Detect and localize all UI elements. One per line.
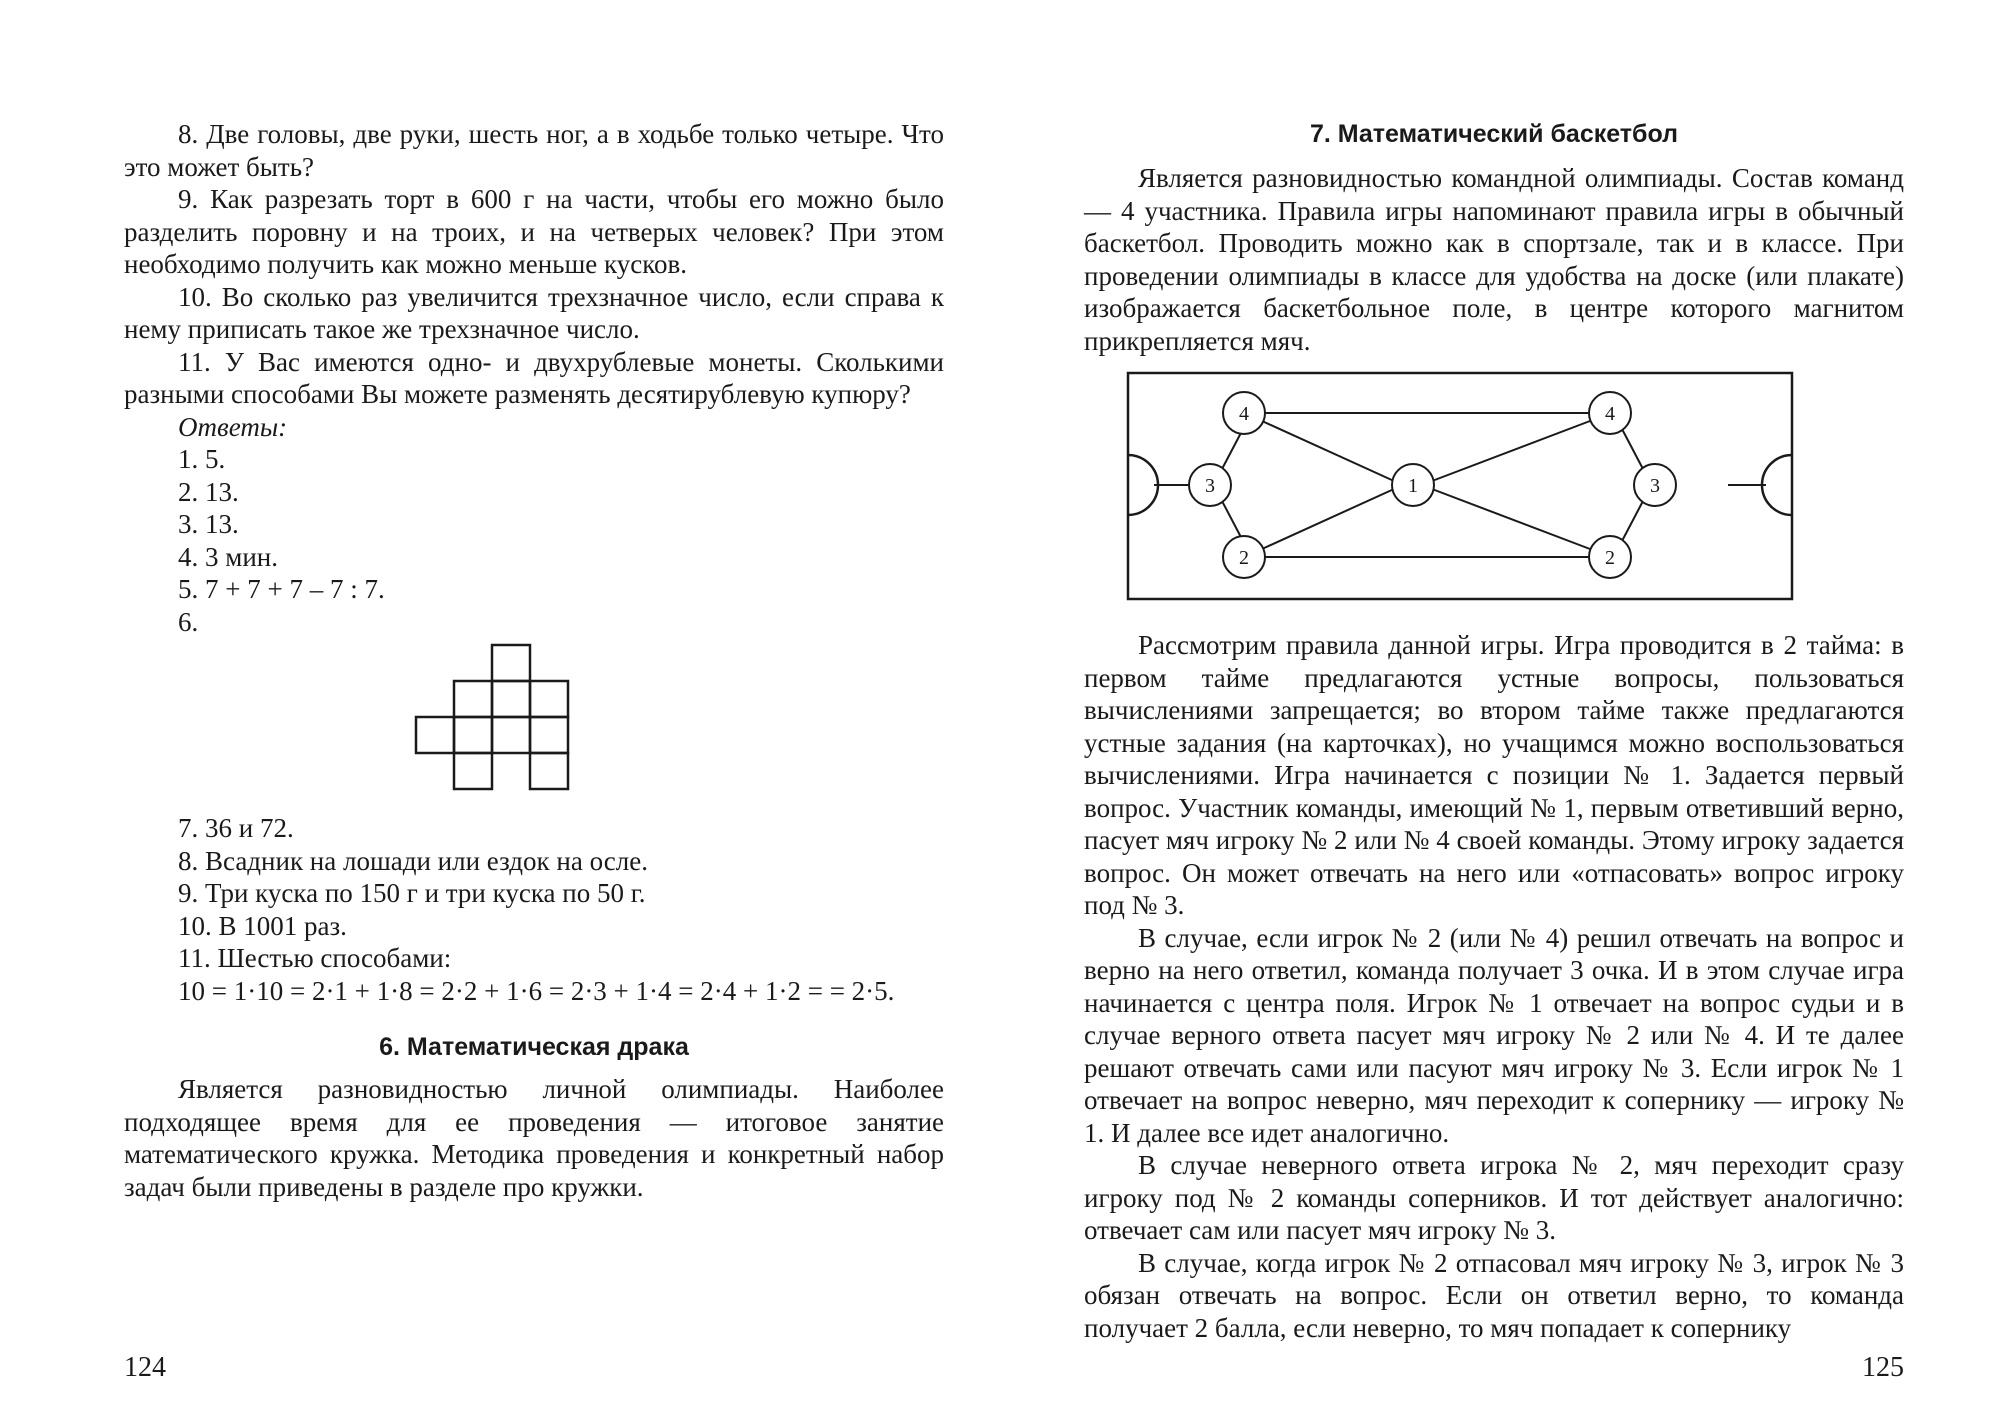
answer-item: 2. 13. bbox=[178, 476, 239, 507]
answer-item: 10. В 1001 раз. bbox=[178, 910, 347, 941]
answer-item: 8. Всадник на лошади или ездок на осле. bbox=[178, 845, 648, 876]
right-page bbox=[1000, 0, 2000, 1426]
node-label: 2 bbox=[1239, 547, 1249, 569]
section-7-intro: Является разновидностью командной олимпиады. Состав команд — 4 участника. Правила игры напоминают правила игры в обычный баскетбол. Проводить можно как в спортзале, так и в классе. При проведении олимпиады в классе для удобства на доске (или плакате) изображается баскетбольное поле, в центре которого магнитом прикрепляется мяч. bbox=[1084, 163, 1904, 356]
rules-paragraph: В случае, когда игрок № 2 отпасовал мяч игроку № 3, игрок № 3 обязан отвечать на вопрос. Если он ответил верно, то команда получает 2 балла, если неверно, то мяч попадает к сопернику bbox=[1084, 1247, 1904, 1343]
node-label: 2 bbox=[1605, 547, 1615, 569]
page-number-left: 124 bbox=[124, 1352, 166, 1383]
node-label: 3 bbox=[1205, 475, 1215, 497]
node-label: 4 bbox=[1239, 403, 1249, 425]
section-7-title: 7. Математический баскетбол bbox=[1309, 120, 1679, 148]
page-number-right: 125 bbox=[1862, 1352, 1904, 1383]
question-8: 8. Две головы, две руки, шесть ног, а в ходьбе только четыре. Что это может быть? bbox=[124, 119, 944, 182]
basketball-court-diagram bbox=[1084, 365, 1904, 605]
answer-item: 7. 36 и 72. bbox=[178, 813, 294, 843]
answer-item: 5. 7 + 7 + 7 – 7 : 7. bbox=[178, 574, 385, 604]
answer-item: 11. Шестью способами: bbox=[178, 943, 452, 973]
section-6-title: 6. Математическая драка bbox=[379, 1033, 689, 1061]
answers-title: Ответы: bbox=[178, 411, 288, 442]
answer-item: 9. Три куска по 150 г и три куска по 50 г. bbox=[178, 878, 646, 908]
question-9: 9. Как разрезать торт в 600 г на части, чтобы его можно было разделить поровну и на троих, и на четверых человек? При этом необходимо получить как можно меньше кусков. bbox=[124, 184, 944, 279]
rules-paragraph: Рассмотрим правила данной игры. Игра проводится в 2 тайма: в первом тайме предлагаются устные вопросы, пользоваться вычислениями запрещается; во втором тайме также предлагаются устные задания (на карточках), но учащимся можно воспользоваться вычислениями. Игра начинается с позиции № 1. Задается первый вопрос. Участник команды, имеющий № 1, первым ответивший верно, пасует мяч игроку № 2 или № 4 своей команды. Этому игроку задается вопрос. Он может отвечать на него или «отпасовать» вопрос игроку под № 3. bbox=[1084, 630, 1904, 920]
question-10: 10. Во сколько раз увеличится трехзначное число, если справа к нему приписать такое же трехзначное число. bbox=[124, 281, 944, 344]
left-column bbox=[124, 118, 944, 1203]
question-11: 11. У Вас имеются одно- и двухрублевые монеты. Сколькими разными способами Вы можете разменять десятирублевую купюру? bbox=[124, 346, 944, 409]
answer-item: 3. 13. bbox=[178, 509, 239, 539]
answer-11-equation: 10 = 1·10 = 2·1 + 1·8 = 2·2 + 1·6 = 2·3 + 1·4 = 2·4 + 1·2 = = 2·5. bbox=[178, 975, 895, 1006]
answer-item: 4. 3 мин. bbox=[178, 541, 278, 572]
answer-6-grid-figure bbox=[124, 642, 944, 792]
node-label: 4 bbox=[1605, 403, 1615, 425]
right-column bbox=[1084, 118, 1904, 1344]
answer-item: 6. bbox=[178, 606, 199, 637]
answer-item: 1. 5. bbox=[178, 444, 226, 474]
right-basket-arc bbox=[1762, 455, 1792, 515]
left-basket-arc bbox=[1128, 455, 1158, 515]
node-label: 3 bbox=[1650, 475, 1660, 497]
node-label: 1 bbox=[1408, 475, 1418, 497]
section-6-text: Является разновидностью личной олимпиады. Наиболее подходящее время для ее проведения — итоговое занятие математического кружка. Методика проведения и конкретный набор задач были приведены в разделе про кружки. bbox=[124, 1074, 944, 1202]
rules-paragraph: В случае, если игрок № 2 (или № 4) решил отвечать на вопрос и верно на него ответил, команда получает 3 очка. И в этом случае игра начинается с центра поля. Игрок № 1 отвечает на вопрос судьи и в случае верного ответа пасует мяч игроку № 2 или № 4. И те далее решают отвечать сами или пасуют мяч игроку № 3. Если игрок № 1 отвечает на вопрос неверно, мяч переходит к сопернику — игроку № 1. И далее все идет аналогично. bbox=[1084, 922, 1904, 1148]
rules-paragraph: В случае неверного ответа игрока № 2, мяч переходит сразу игроку под № 2 команды соперников. И тот действует аналогично: отвечает сам или пасует мяч игроку № 3. bbox=[1084, 1150, 1904, 1245]
